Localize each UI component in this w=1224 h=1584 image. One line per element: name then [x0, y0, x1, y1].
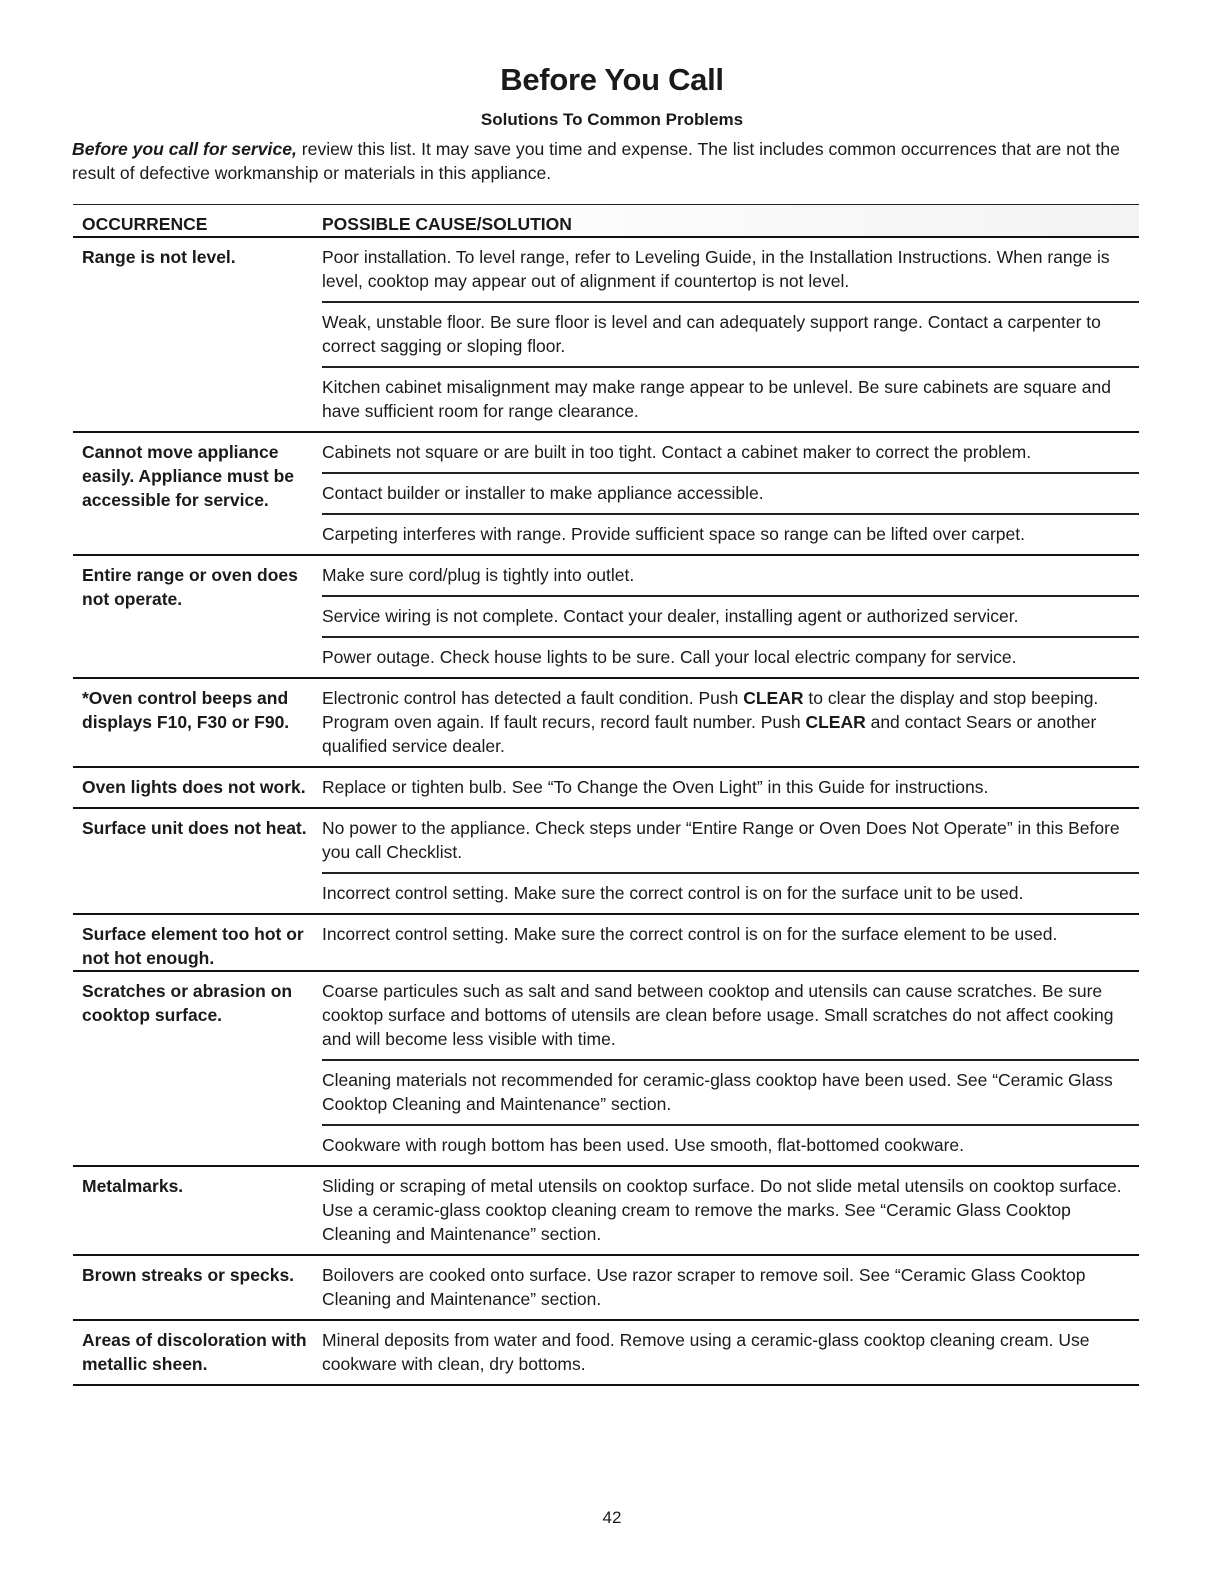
occurrence-cell: Oven lights does not work.: [82, 777, 306, 797]
solution-item: [322, 915, 1139, 954]
page-subtitle: Solutions To Common Problems: [480, 110, 744, 129]
solutions-cell: [322, 809, 1139, 913]
occurrence-cell: *Oven control beeps and displays F10, F30 or F90.: [82, 688, 290, 732]
solution-item: [322, 433, 1139, 474]
solution-item: [322, 809, 1139, 874]
solution-item: [322, 515, 1139, 554]
solutions-cell: [322, 1321, 1139, 1384]
solution-text: Cookware with rough bottom has been used. Use smooth, flat-bottomed cookware.: [322, 1135, 965, 1155]
solutions-cell: [322, 1256, 1139, 1319]
table-row: [73, 915, 1139, 972]
solution-text: Make sure cord/plug is tightly into outlet.: [322, 565, 635, 585]
solution-text: Power outage. Check house lights to be sure. Call your local electric company for service.: [322, 647, 1017, 667]
table-row: [73, 1167, 1139, 1256]
table-body: [73, 238, 1139, 1386]
occurrence-cell: Cannot move appliance easily. Appliance must be accessible for service.: [82, 442, 295, 510]
table-header: [73, 205, 1139, 238]
solutions-cell: [322, 915, 1139, 970]
solutions-cell: [322, 433, 1139, 554]
table-row: [73, 1256, 1139, 1321]
solution-text: Sliding or scraping of metal utensils on cooktop surface. Do not slide metal utensils on cooktop surface. Use a ceramic-glass cooktop cleaning cream to remove the marks. See “Ceramic Glass Cooktop Cleaning and Maintenance” section.: [322, 1176, 1122, 1244]
solution-text: Carpeting interferes with range. Provide sufficient space so range can be lifted over carpet.: [322, 524, 1025, 544]
table-row: [73, 433, 1139, 556]
solution-text: Boilovers are cooked onto surface. Use razor scraper to remove soil. See “Ceramic Glass Cooktop Cleaning and Maintenance” section.: [322, 1265, 1086, 1309]
solutions-cell: [322, 238, 1139, 431]
solution-keyword: CLEAR: [743, 688, 804, 708]
occurrence-cell: Surface unit does not heat.: [82, 818, 307, 838]
page-title: Before You Call: [500, 62, 724, 97]
solution-text: Service wiring is not complete. Contact your dealer, installing agent or authorized servicer.: [322, 606, 1019, 626]
solution-item: [322, 1256, 1139, 1319]
solution-item: [322, 768, 1139, 807]
solution-item: [322, 1061, 1139, 1126]
solution-text: Replace or tighten bulb. See “To Change the Oven Light” in this Guide for instructions.: [322, 777, 989, 797]
intro-text: review this list. It may save you time and expense. The list includes common occurrences that are not the result of defective workmanship or materials in this appliance.: [72, 139, 1120, 183]
solution-text: Weak, unstable floor. Be sure floor is level and can adequately support range. Contact a carpenter to correct sagging or sloping floor.: [322, 312, 1101, 356]
solutions-cell: [322, 679, 1139, 766]
solution-text: Contact builder or installer to make appliance accessible.: [322, 483, 764, 503]
solution-text: Electronic control has detected a fault condition. Push: [322, 688, 744, 708]
solution-item: [322, 679, 1139, 766]
solution-item: [322, 556, 1139, 597]
solutions-cell: [322, 972, 1139, 1165]
occurrence-cell: Surface element too hot or not hot enough.: [82, 924, 304, 968]
solution-text: Cleaning materials not recommended for ceramic-glass cooktop have been used. See “Ceramic Glass Cooktop Cleaning and Maintenance” section.: [322, 1070, 1113, 1114]
table-row: [73, 809, 1139, 915]
solution-item: [322, 874, 1139, 913]
page-number: 42: [602, 1508, 622, 1527]
solution-text: Incorrect control setting. Make sure the correct control is on for the surface element to be used.: [322, 924, 1058, 944]
solution-text: to clear the display and stop beeping. Program oven again. If fault recurs, record fault number. Push: [322, 688, 1099, 732]
solutions-cell: [322, 556, 1139, 677]
table-row: [73, 1321, 1139, 1386]
header-solution: POSSIBLE CAUSE/SOLUTION: [322, 214, 572, 234]
solution-item: [322, 303, 1139, 368]
occurrence-cell: Metalmarks.: [82, 1176, 184, 1196]
table-row: [73, 768, 1139, 809]
solutions-cell: [322, 1167, 1139, 1254]
table-row: [73, 679, 1139, 768]
header-occurrence: OCCURRENCE: [82, 214, 208, 234]
solution-text: No power to the appliance. Check steps under “Entire Range or Oven Does Not Operate” in this Before you call Checklist.: [322, 818, 1120, 862]
occurrence-cell: Entire range or oven does not operate.: [82, 565, 298, 609]
solution-item: [322, 1321, 1139, 1384]
solution-text: Kitchen cabinet misalignment may make range appear to be unlevel. Be sure cabinets are square and have sufficient room for range clearance.: [322, 377, 1111, 421]
table-row: [73, 238, 1139, 433]
solution-text: Incorrect control setting. Make sure the correct control is on for the surface unit to be used.: [322, 883, 1024, 903]
troubleshooting-table: [73, 204, 1139, 1386]
intro-paragraph: [72, 137, 1142, 185]
solution-item: [322, 1126, 1139, 1165]
intro-lead: Before you call for service,: [72, 139, 297, 159]
solution-text: Poor installation. To level range, refer to Leveling Guide, in the Installation Instructions. When range is level, cooktop may appear out of alignment if countertop is not level.: [322, 247, 1110, 291]
solution-text: Coarse particules such as salt and sand between cooktop and utensils can cause scratches. Be sure cooktop surface and bottoms of utensils are clean before usage. Small scratches do not affect cooking and will become less visible with time.: [322, 981, 1114, 1049]
solution-item: [322, 238, 1139, 303]
solution-item: [322, 474, 1139, 515]
occurrence-cell: Range is not level.: [82, 247, 236, 267]
solution-keyword: CLEAR: [805, 712, 866, 732]
occurrence-cell: Brown streaks or specks.: [82, 1265, 295, 1285]
table-row: [73, 972, 1139, 1167]
solution-text: and contact Sears or another qualified service dealer.: [322, 712, 1097, 756]
solution-item: [322, 597, 1139, 638]
table-row: [73, 556, 1139, 679]
solution-item: [322, 1167, 1139, 1254]
solutions-cell: [322, 768, 1139, 807]
solution-text: Mineral deposits from water and food. Remove using a ceramic-glass cooktop cleaning cream. Use cookware with clean, dry bottoms.: [322, 1330, 1090, 1374]
occurrence-cell: Scratches or abrasion on cooktop surface.: [82, 981, 293, 1025]
solution-item: [322, 638, 1139, 677]
solution-item: [322, 368, 1139, 431]
solution-text: Cabinets not square or are built in too tight. Contact a cabinet maker to correct the problem.: [322, 442, 1032, 462]
solution-item: [322, 972, 1139, 1061]
occurrence-cell: Areas of discoloration with metallic sheen.: [82, 1330, 307, 1374]
